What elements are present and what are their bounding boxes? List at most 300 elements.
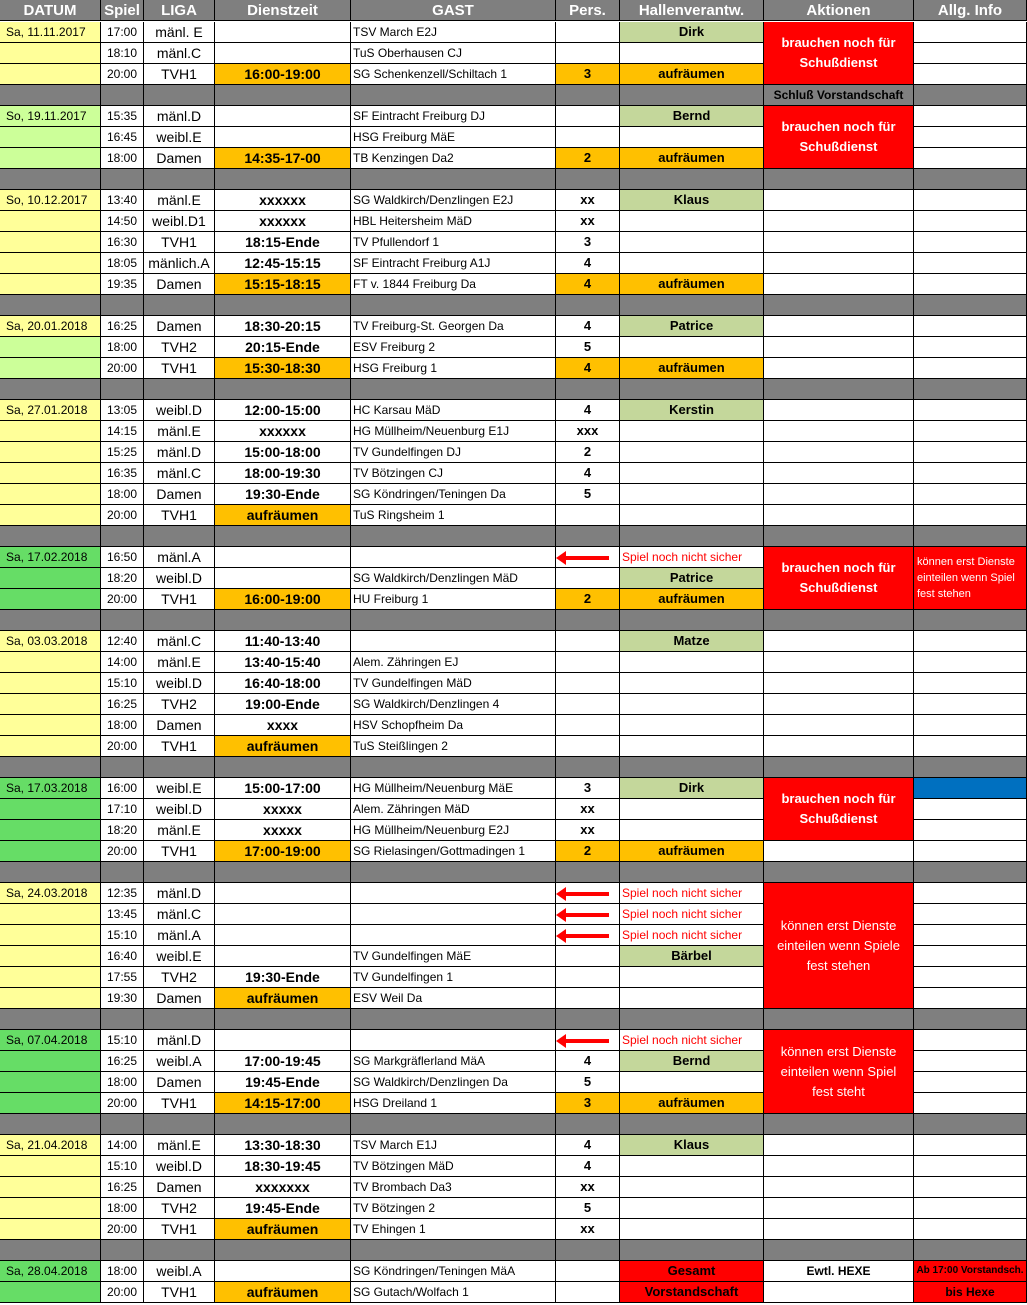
- date-cell[interactable]: [0, 43, 101, 64]
- duty-time-cell[interactable]: 11:40-13:40: [215, 631, 351, 652]
- info-cell[interactable]: [914, 211, 1027, 232]
- date-cell[interactable]: [0, 64, 101, 85]
- date-cell[interactable]: [0, 820, 101, 841]
- date-cell[interactable]: [0, 1219, 101, 1240]
- duty-time-cell[interactable]: [215, 1030, 351, 1051]
- persons-cell[interactable]: 4: [556, 253, 620, 274]
- info-cell[interactable]: [914, 1177, 1027, 1198]
- date-cell[interactable]: [0, 1282, 101, 1303]
- guest-cell[interactable]: Alem. Zähringen EJ: [351, 652, 556, 673]
- date-cell[interactable]: [0, 211, 101, 232]
- persons-cell[interactable]: 2: [556, 148, 620, 169]
- actions-cell[interactable]: [764, 1135, 914, 1156]
- hall-manager-cell[interactable]: [620, 421, 764, 442]
- hall-manager-cell[interactable]: Spiel noch nicht sicher: [620, 904, 764, 925]
- date-cell[interactable]: [0, 589, 101, 610]
- hall-manager-cell[interactable]: [620, 505, 764, 526]
- guest-cell[interactable]: TV Gundelfingen MäE: [351, 946, 556, 967]
- duty-time-cell[interactable]: [215, 925, 351, 946]
- persons-cell[interactable]: 5: [556, 337, 620, 358]
- date-cell[interactable]: [0, 274, 101, 295]
- duty-time-cell[interactable]: aufräumen: [215, 505, 351, 526]
- hall-manager-cell[interactable]: Spiel noch nicht sicher: [620, 925, 764, 946]
- info-cell[interactable]: [914, 715, 1027, 736]
- actions-cell[interactable]: [764, 274, 914, 295]
- league-cell[interactable]: TVH1: [144, 589, 215, 610]
- time-cell[interactable]: 19:35: [101, 274, 144, 295]
- date-cell[interactable]: Sa, 17.03.2018: [0, 778, 101, 799]
- league-cell[interactable]: mänl.A: [144, 925, 215, 946]
- header-gast[interactable]: GAST: [351, 0, 556, 21]
- date-cell[interactable]: [0, 358, 101, 379]
- time-cell[interactable]: 16:40: [101, 946, 144, 967]
- date-cell[interactable]: [0, 1198, 101, 1219]
- persons-cell[interactable]: 4: [556, 1156, 620, 1177]
- date-cell[interactable]: Sa, 17.02.2018: [0, 547, 101, 568]
- duty-time-cell[interactable]: xxxxx: [215, 799, 351, 820]
- date-cell[interactable]: [0, 1156, 101, 1177]
- time-cell[interactable]: 18:20: [101, 820, 144, 841]
- info-cell[interactable]: [914, 463, 1027, 484]
- guest-cell[interactable]: HSG Freiburg MäE: [351, 127, 556, 148]
- actions-cell[interactable]: [764, 694, 914, 715]
- time-cell[interactable]: 14:00: [101, 652, 144, 673]
- persons-cell[interactable]: [556, 1030, 620, 1051]
- guest-cell[interactable]: HG Müllheim/Neuenburg MäE: [351, 778, 556, 799]
- hall-manager-cell[interactable]: Bernd: [620, 1051, 764, 1072]
- hall-manager-cell[interactable]: [620, 736, 764, 757]
- hall-manager-cell[interactable]: [620, 799, 764, 820]
- guest-cell[interactable]: TV Bötzingen 2: [351, 1198, 556, 1219]
- date-cell[interactable]: Sa, 11.11.2017: [0, 22, 101, 43]
- league-cell[interactable]: TVH2: [144, 337, 215, 358]
- guest-cell[interactable]: HG Müllheim/Neuenburg E2J: [351, 820, 556, 841]
- time-cell[interactable]: 20:00: [101, 589, 144, 610]
- persons-cell[interactable]: [556, 883, 620, 904]
- info-cell[interactable]: [914, 148, 1027, 169]
- guest-cell[interactable]: SG Waldkirch/Denzlingen E2J: [351, 190, 556, 211]
- duty-time-cell[interactable]: 15:15-18:15: [215, 274, 351, 295]
- persons-cell[interactable]: 2: [556, 442, 620, 463]
- time-cell[interactable]: 16:25: [101, 1177, 144, 1198]
- persons-cell[interactable]: 2: [556, 589, 620, 610]
- date-cell[interactable]: [0, 904, 101, 925]
- guest-cell[interactable]: SG Waldkirch/Denzlingen 4: [351, 694, 556, 715]
- time-cell[interactable]: 17:55: [101, 967, 144, 988]
- hall-manager-cell[interactable]: Vorstandschaft: [620, 1282, 764, 1303]
- league-cell[interactable]: Damen: [144, 148, 215, 169]
- duty-time-cell[interactable]: 18:30-19:45: [215, 1156, 351, 1177]
- duty-time-cell[interactable]: xxxxxx: [215, 421, 351, 442]
- info-cell[interactable]: [914, 1135, 1027, 1156]
- league-cell[interactable]: weibl.D1: [144, 211, 215, 232]
- persons-cell[interactable]: 3: [556, 64, 620, 85]
- time-cell[interactable]: 18:00: [101, 1072, 144, 1093]
- time-cell[interactable]: 16:25: [101, 1051, 144, 1072]
- persons-cell[interactable]: 4: [556, 358, 620, 379]
- duty-time-cell[interactable]: 15:30-18:30: [215, 358, 351, 379]
- info-cell[interactable]: bis Hexe: [914, 1282, 1027, 1303]
- time-cell[interactable]: 20:00: [101, 736, 144, 757]
- time-cell[interactable]: 15:10: [101, 1030, 144, 1051]
- hall-manager-cell[interactable]: aufräumen: [620, 64, 764, 85]
- date-cell[interactable]: [0, 736, 101, 757]
- header-dienstzeit[interactable]: Dienstzeit: [215, 0, 351, 21]
- actions-cell[interactable]: [764, 463, 914, 484]
- persons-cell[interactable]: [556, 715, 620, 736]
- duty-time-cell[interactable]: aufräumen: [215, 988, 351, 1009]
- league-cell[interactable]: TVH1: [144, 232, 215, 253]
- persons-cell[interactable]: xx: [556, 820, 620, 841]
- league-cell[interactable]: mänl.A: [144, 547, 215, 568]
- league-cell[interactable]: TVH1: [144, 1219, 215, 1240]
- info-cell[interactable]: [914, 883, 1027, 904]
- league-cell[interactable]: mänl.C: [144, 631, 215, 652]
- time-cell[interactable]: 18:20: [101, 568, 144, 589]
- persons-cell[interactable]: 5: [556, 1072, 620, 1093]
- guest-cell[interactable]: [351, 631, 556, 652]
- hall-manager-cell[interactable]: Patrice: [620, 568, 764, 589]
- actions-cell[interactable]: [764, 1156, 914, 1177]
- info-cell[interactable]: [914, 442, 1027, 463]
- persons-cell[interactable]: 3: [556, 778, 620, 799]
- info-cell[interactable]: [914, 946, 1027, 967]
- info-cell[interactable]: [914, 820, 1027, 841]
- info-cell[interactable]: [914, 253, 1027, 274]
- date-cell[interactable]: [0, 1051, 101, 1072]
- duty-time-cell[interactable]: 18:30-20:15: [215, 316, 351, 337]
- persons-cell[interactable]: xx: [556, 1177, 620, 1198]
- header-liga[interactable]: LIGA: [144, 0, 215, 21]
- guest-cell[interactable]: TV Bötzingen MäD: [351, 1156, 556, 1177]
- league-cell[interactable]: mänl.E: [144, 421, 215, 442]
- date-cell[interactable]: [0, 967, 101, 988]
- date-cell[interactable]: So, 10.12.2017: [0, 190, 101, 211]
- time-cell[interactable]: 20:00: [101, 1219, 144, 1240]
- time-cell[interactable]: 18:00: [101, 337, 144, 358]
- persons-cell[interactable]: [556, 904, 620, 925]
- persons-cell[interactable]: [556, 694, 620, 715]
- time-cell[interactable]: 16:35: [101, 463, 144, 484]
- duty-time-cell[interactable]: 17:00-19:00: [215, 841, 351, 862]
- hall-manager-cell[interactable]: aufräumen: [620, 589, 764, 610]
- guest-cell[interactable]: Alem. Zähringen MäD: [351, 799, 556, 820]
- guest-cell[interactable]: TB Kenzingen Da2: [351, 148, 556, 169]
- persons-cell[interactable]: [556, 925, 620, 946]
- time-cell[interactable]: 12:35: [101, 883, 144, 904]
- header-allg-info[interactable]: Allg. Info: [914, 0, 1027, 21]
- duty-time-cell[interactable]: 12:45-15:15: [215, 253, 351, 274]
- time-cell[interactable]: 18:00: [101, 1198, 144, 1219]
- date-cell[interactable]: [0, 505, 101, 526]
- league-cell[interactable]: mänl.C: [144, 904, 215, 925]
- guest-cell[interactable]: HC Karsau MäD: [351, 400, 556, 421]
- duty-time-cell[interactable]: 17:00-19:45: [215, 1051, 351, 1072]
- persons-cell[interactable]: 4: [556, 463, 620, 484]
- guest-cell[interactable]: ESV Weil Da: [351, 988, 556, 1009]
- date-cell[interactable]: Sa, 03.03.2018: [0, 631, 101, 652]
- info-cell[interactable]: [914, 505, 1027, 526]
- guest-cell[interactable]: SG Köndringen/Teningen MäA: [351, 1261, 556, 1282]
- guest-cell[interactable]: TV Gundelfingen MäD: [351, 673, 556, 694]
- time-cell[interactable]: 16:00: [101, 778, 144, 799]
- time-cell[interactable]: 13:45: [101, 904, 144, 925]
- info-cell[interactable]: [914, 22, 1027, 43]
- guest-cell[interactable]: [351, 904, 556, 925]
- date-cell[interactable]: [0, 127, 101, 148]
- hall-manager-cell[interactable]: [620, 43, 764, 64]
- date-cell[interactable]: Sa, 27.01.2018: [0, 400, 101, 421]
- date-cell[interactable]: [0, 1177, 101, 1198]
- duty-time-cell[interactable]: [215, 904, 351, 925]
- hall-manager-cell[interactable]: [620, 715, 764, 736]
- duty-time-cell[interactable]: [215, 883, 351, 904]
- persons-cell[interactable]: xxx: [556, 421, 620, 442]
- league-cell[interactable]: weibl.D: [144, 799, 215, 820]
- date-cell[interactable]: [0, 463, 101, 484]
- guest-cell[interactable]: [351, 925, 556, 946]
- duty-time-cell[interactable]: 19:45-Ende: [215, 1072, 351, 1093]
- info-cell[interactable]: Ab 17:00 Vorstandsch.: [914, 1261, 1027, 1282]
- date-cell[interactable]: [0, 337, 101, 358]
- duty-time-cell[interactable]: 15:00-18:00: [215, 442, 351, 463]
- actions-cell[interactable]: [764, 211, 914, 232]
- persons-cell[interactable]: 4: [556, 400, 620, 421]
- actions-cell[interactable]: [764, 715, 914, 736]
- date-cell[interactable]: Sa, 20.01.2018: [0, 316, 101, 337]
- time-cell[interactable]: 18:05: [101, 253, 144, 274]
- guest-cell[interactable]: TSV March E1J: [351, 1135, 556, 1156]
- duty-time-cell[interactable]: aufräumen: [215, 736, 351, 757]
- duty-time-cell[interactable]: 14:35-17-00: [215, 148, 351, 169]
- actions-cell[interactable]: [764, 631, 914, 652]
- guest-cell[interactable]: TV Pfullendorf 1: [351, 232, 556, 253]
- league-cell[interactable]: TVH2: [144, 694, 215, 715]
- guest-cell[interactable]: HSV Schopfheim Da: [351, 715, 556, 736]
- info-cell[interactable]: [914, 421, 1027, 442]
- time-cell[interactable]: 14:50: [101, 211, 144, 232]
- hall-manager-cell[interactable]: [620, 253, 764, 274]
- guest-cell[interactable]: [351, 547, 556, 568]
- header-datum[interactable]: DATUM: [0, 0, 101, 21]
- league-cell[interactable]: TVH1: [144, 1093, 215, 1114]
- hall-manager-cell[interactable]: [620, 1177, 764, 1198]
- persons-cell[interactable]: 2: [556, 841, 620, 862]
- duty-time-cell[interactable]: 13:30-18:30: [215, 1135, 351, 1156]
- actions-cell[interactable]: [764, 232, 914, 253]
- date-cell[interactable]: [0, 442, 101, 463]
- league-cell[interactable]: weibl.A: [144, 1051, 215, 1072]
- time-cell[interactable]: 16:25: [101, 316, 144, 337]
- persons-cell[interactable]: 4: [556, 1135, 620, 1156]
- persons-cell[interactable]: xx: [556, 1219, 620, 1240]
- hall-manager-cell[interactable]: Dirk: [620, 22, 764, 43]
- duty-time-cell[interactable]: [215, 22, 351, 43]
- guest-cell[interactable]: [351, 883, 556, 904]
- persons-cell[interactable]: 5: [556, 484, 620, 505]
- date-cell[interactable]: [0, 715, 101, 736]
- league-cell[interactable]: weibl.D: [144, 673, 215, 694]
- duty-time-cell[interactable]: aufräumen: [215, 1219, 351, 1240]
- date-cell[interactable]: [0, 568, 101, 589]
- info-cell[interactable]: [914, 631, 1027, 652]
- info-cell[interactable]: [914, 736, 1027, 757]
- hall-manager-cell[interactable]: Patrice: [620, 316, 764, 337]
- league-cell[interactable]: Damen: [144, 484, 215, 505]
- persons-cell[interactable]: [556, 22, 620, 43]
- guest-cell[interactable]: [351, 1030, 556, 1051]
- persons-cell[interactable]: [556, 736, 620, 757]
- persons-cell[interactable]: [556, 505, 620, 526]
- hall-manager-cell[interactable]: [620, 673, 764, 694]
- info-cell[interactable]: [914, 673, 1027, 694]
- date-cell[interactable]: [0, 946, 101, 967]
- hall-manager-cell[interactable]: [620, 1219, 764, 1240]
- persons-cell[interactable]: xx: [556, 799, 620, 820]
- hall-manager-cell[interactable]: Klaus: [620, 190, 764, 211]
- guest-cell[interactable]: TV Ehingen 1: [351, 1219, 556, 1240]
- actions-cell[interactable]: [764, 505, 914, 526]
- time-cell[interactable]: 20:00: [101, 1093, 144, 1114]
- time-cell[interactable]: 20:00: [101, 841, 144, 862]
- time-cell[interactable]: 16:25: [101, 694, 144, 715]
- date-cell[interactable]: Sa, 24.03.2018: [0, 883, 101, 904]
- actions-cell[interactable]: [764, 1177, 914, 1198]
- date-cell[interactable]: [0, 1093, 101, 1114]
- league-cell[interactable]: mänl.E: [144, 820, 215, 841]
- time-cell[interactable]: 13:40: [101, 190, 144, 211]
- persons-cell[interactable]: 4: [556, 316, 620, 337]
- league-cell[interactable]: TVH1: [144, 841, 215, 862]
- league-cell[interactable]: mänlich.A: [144, 253, 215, 274]
- date-cell[interactable]: [0, 484, 101, 505]
- date-cell[interactable]: [0, 673, 101, 694]
- guest-cell[interactable]: HU Freiburg 1: [351, 589, 556, 610]
- league-cell[interactable]: mänl.E: [144, 190, 215, 211]
- guest-cell[interactable]: ESV Freiburg 2: [351, 337, 556, 358]
- time-cell[interactable]: 20:00: [101, 505, 144, 526]
- league-cell[interactable]: mänl.C: [144, 43, 215, 64]
- info-cell[interactable]: [914, 358, 1027, 379]
- duty-time-cell[interactable]: 19:30-Ende: [215, 484, 351, 505]
- info-cell[interactable]: [914, 841, 1027, 862]
- info-cell[interactable]: [914, 925, 1027, 946]
- persons-cell[interactable]: xx: [556, 211, 620, 232]
- info-cell[interactable]: [914, 967, 1027, 988]
- guest-cell[interactable]: HBL Heitersheim MäD: [351, 211, 556, 232]
- guest-cell[interactable]: SF Eintracht Freiburg DJ: [351, 106, 556, 127]
- league-cell[interactable]: Damen: [144, 988, 215, 1009]
- league-cell[interactable]: Damen: [144, 715, 215, 736]
- info-cell[interactable]: [914, 988, 1027, 1009]
- duty-time-cell[interactable]: [215, 568, 351, 589]
- hall-manager-cell[interactable]: [620, 442, 764, 463]
- persons-cell[interactable]: 4: [556, 1051, 620, 1072]
- duty-time-cell[interactable]: 19:45-Ende: [215, 1198, 351, 1219]
- hall-manager-cell[interactable]: [620, 1156, 764, 1177]
- actions-cell[interactable]: [764, 337, 914, 358]
- info-cell[interactable]: [914, 316, 1027, 337]
- time-cell[interactable]: 12:40: [101, 631, 144, 652]
- league-cell[interactable]: TVH2: [144, 967, 215, 988]
- date-cell[interactable]: [0, 841, 101, 862]
- info-cell[interactable]: [914, 274, 1027, 295]
- persons-cell[interactable]: [556, 547, 620, 568]
- hall-manager-cell[interactable]: Spiel noch nicht sicher: [620, 547, 764, 568]
- info-cell[interactable]: [914, 799, 1027, 820]
- date-cell[interactable]: [0, 799, 101, 820]
- persons-cell[interactable]: [556, 946, 620, 967]
- time-cell[interactable]: 15:10: [101, 925, 144, 946]
- hall-manager-cell[interactable]: aufräumen: [620, 148, 764, 169]
- info-cell[interactable]: [914, 1072, 1027, 1093]
- guest-cell[interactable]: TV Gundelfingen DJ: [351, 442, 556, 463]
- duty-time-cell[interactable]: aufräumen: [215, 1282, 351, 1303]
- info-cell[interactable]: [914, 1030, 1027, 1051]
- hall-manager-cell[interactable]: aufräumen: [620, 1093, 764, 1114]
- header-pers[interactable]: Pers.: [556, 0, 620, 21]
- date-cell[interactable]: [0, 988, 101, 1009]
- league-cell[interactable]: mänl. E: [144, 22, 215, 43]
- guest-cell[interactable]: TuS Steißlingen 2: [351, 736, 556, 757]
- hall-manager-cell[interactable]: aufräumen: [620, 274, 764, 295]
- persons-cell[interactable]: 5: [556, 1198, 620, 1219]
- league-cell[interactable]: weibl.D: [144, 568, 215, 589]
- time-cell[interactable]: 17:10: [101, 799, 144, 820]
- actions-cell[interactable]: [764, 1282, 914, 1303]
- info-cell[interactable]: [914, 64, 1027, 85]
- date-cell[interactable]: Sa, 07.04.2018: [0, 1030, 101, 1051]
- info-cell[interactable]: [914, 1198, 1027, 1219]
- date-cell[interactable]: [0, 232, 101, 253]
- hall-manager-cell[interactable]: [620, 211, 764, 232]
- league-cell[interactable]: weibl.E: [144, 778, 215, 799]
- time-cell[interactable]: 15:35: [101, 106, 144, 127]
- guest-cell[interactable]: SG Waldkirch/Denzlingen MäD: [351, 568, 556, 589]
- time-cell[interactable]: 18:00: [101, 148, 144, 169]
- time-cell[interactable]: 20:00: [101, 358, 144, 379]
- date-cell[interactable]: [0, 652, 101, 673]
- time-cell[interactable]: 14:00: [101, 1135, 144, 1156]
- hall-manager-cell[interactable]: Bärbel: [620, 946, 764, 967]
- time-cell[interactable]: 20:00: [101, 1282, 144, 1303]
- hall-manager-cell[interactable]: [620, 337, 764, 358]
- hall-manager-cell[interactable]: [620, 1198, 764, 1219]
- header-spiel[interactable]: Spiel: [101, 0, 144, 21]
- time-cell[interactable]: 18:10: [101, 43, 144, 64]
- actions-cell[interactable]: [764, 316, 914, 337]
- league-cell[interactable]: Damen: [144, 1072, 215, 1093]
- guest-cell[interactable]: SG Rielasingen/Gottmadingen 1: [351, 841, 556, 862]
- hall-manager-cell[interactable]: Spiel noch nicht sicher: [620, 1030, 764, 1051]
- duty-time-cell[interactable]: 13:40-15:40: [215, 652, 351, 673]
- guest-cell[interactable]: TV Brombach Da3: [351, 1177, 556, 1198]
- persons-cell[interactable]: xx: [556, 190, 620, 211]
- hall-manager-cell[interactable]: [620, 463, 764, 484]
- persons-cell[interactable]: [556, 568, 620, 589]
- actions-cell[interactable]: Ewtl. HEXE: [764, 1261, 914, 1282]
- persons-cell[interactable]: [556, 1261, 620, 1282]
- actions-cell[interactable]: [764, 400, 914, 421]
- info-cell[interactable]: [914, 1219, 1027, 1240]
- info-cell[interactable]: [914, 778, 1027, 799]
- hall-manager-cell[interactable]: [620, 232, 764, 253]
- actions-cell[interactable]: [764, 652, 914, 673]
- hall-manager-cell[interactable]: Kerstin: [620, 400, 764, 421]
- time-cell[interactable]: 18:00: [101, 1261, 144, 1282]
- persons-cell[interactable]: [556, 988, 620, 1009]
- duty-time-cell[interactable]: [215, 1261, 351, 1282]
